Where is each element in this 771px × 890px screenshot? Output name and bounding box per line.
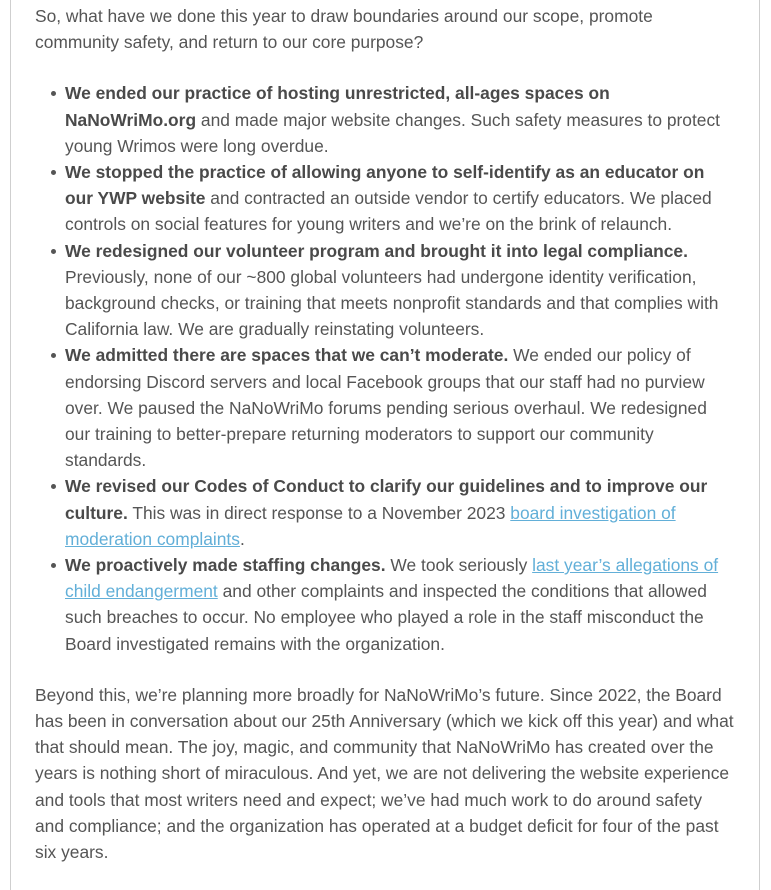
bullet-heading: We revised our Codes of Conduct to clarify our guidelines and to improve our culture. [65,476,708,523]
bullet-text: We took seriously [385,555,533,576]
allegations-link[interactable]: last year’s allegations of child endangerment [65,555,719,602]
bullet-text: We ended our policy of endorsing Discord servers and local Facebook groups that our staff had no purview over. We paused the NaNoWriMo forums pending serious overhaul. We redesigned our training to better-prepare returning moderators to support our community standards. [65,345,707,471]
bullet-text: and contracted an outside vendor to certify educators. We placed controls on social features for young writers and we’re on the brink of relaunch. [65,188,712,235]
bullet-heading: We proactively made staffing changes. [65,555,386,576]
list-item [65,552,735,657]
list-item [65,342,735,473]
actions-list [35,80,735,656]
bullet-text: Previously, none of our ~800 global volunteers had undergone identity verification, background checks, or training that meets nonprofit standards and that complies with California law. We are gradually reinstating volunteers. [65,266,719,340]
list-item [65,238,735,343]
list-item [65,80,735,159]
closing-paragraph: Beyond this, we’re planning more broadly for NaNoWriMo’s future. Since 2022, the Board has been in conversation about our 25th Anniversary (which we kick off this year) and what that should mean. The joy, magic, and community that NaNoWriMo has created over the years is nothing short of miraculous. And yet, we are not delivering the website experience and tools that most writers need and expect; we’ve had much work to do around safety and compliance; and the organization has operated at a budget deficit for four of the past six years. [35,684,734,863]
list-item [65,473,735,552]
bullet-text: and other complaints and inspected the conditions that allowed such breaches to occur. No employee who played a role in the staff misconduct the Board investigated remains with the organization. [65,581,707,654]
bullet-heading: We ended our practice of hosting unrestricted, all-ages spaces on NaNoWriMo.org [65,83,610,130]
list-item [65,159,735,238]
board-investigation-link[interactable]: board investigation of moderation complaints [65,502,676,549]
bullet-heading: We redesigned our volunteer program and brought it into legal compliance. [65,240,688,261]
bullet-text: and made major website changes. Such safety measures to protect young Wrimos were long overdue. [65,109,721,156]
bullet-heading: We stopped the practice of allowing anyone to self-identify as an educator on our YWP website [65,162,705,209]
bullet-heading: We admitted there are spaces that we can’t moderate. [65,345,509,366]
article-body [35,3,735,865]
bullet-text: . [239,528,245,549]
bullet-text: This was in direct response to a November 2023 [127,502,511,523]
intro-paragraph: So, what have we done this year to draw boundaries around our scope, promote community safety, and return to our core purpose? [35,6,653,53]
